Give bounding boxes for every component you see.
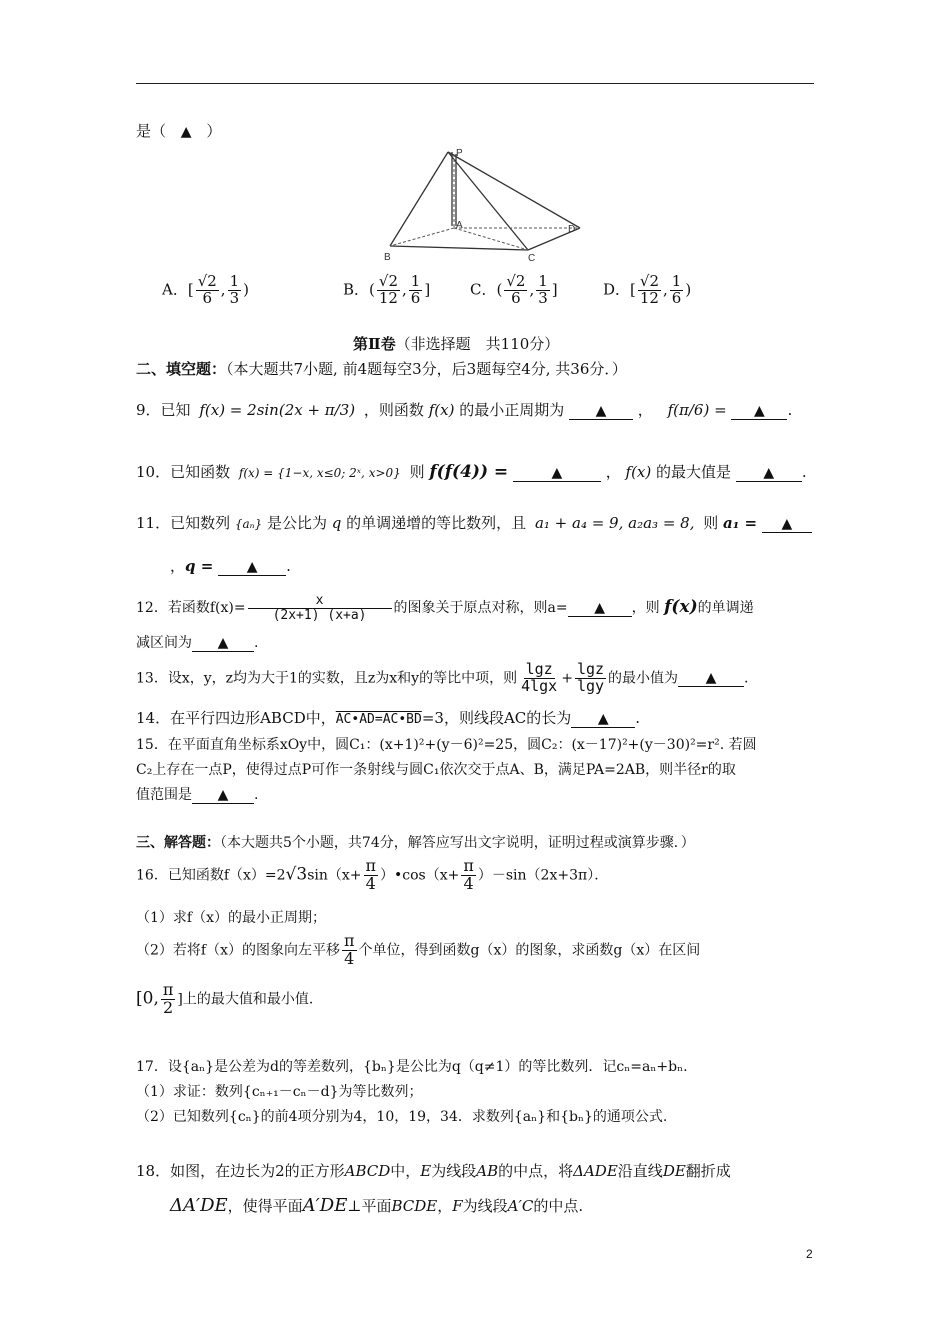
answer-blank[interactable]: ▲: [513, 464, 601, 482]
answer-blank[interactable]: ▲: [736, 464, 802, 482]
answer-blank[interactable]: ▲: [192, 787, 254, 804]
answer-blank[interactable]: ▲: [731, 402, 787, 420]
question-11: 11．已知数列 {aₙ} 是公比为 q 的单调递增的等比数列，且 a₁ + a₄ = 9, a₂a₃ = 8, 则 a₁ = ▲: [136, 513, 812, 534]
answer-blank[interactable]: ▲: [678, 670, 744, 687]
answer-blank[interactable]: ▲: [762, 515, 812, 533]
answer-blank[interactable]: ▲: [569, 402, 633, 420]
question-17-line2: （1）求证：数列{cₙ₊₁－cₙ－d}为等比数列；: [136, 1084, 423, 1100]
question-14: 14．在平行四边形ABCD中，AC•AD=AC•BD=3，则线段AC的长为 ▲ .: [136, 709, 641, 727]
answer-blank[interactable]: ▲: [218, 558, 286, 576]
question-16-part2: （2）若将f（x）的图象向左平移 $\frac{\pi}{4}$ 个单位，得到函数g（x）的图象，求函数g（x）在区间: [136, 931, 701, 968]
option-b[interactable]: B．( $\frac{√2}{12}$ , $\frac{1}{6}$ ]: [343, 272, 431, 307]
question-15-line1: 15．在平面直角坐标系xOy中，圆C₁：(x+1)²+(y－6)²=25，圆C₂：(x－17)²+(y－30)²=r². 若圆: [136, 737, 757, 753]
q8-tail: 是（ ▲ ）: [136, 122, 222, 140]
question-13: 13．设x，y，z均为大于1的实数，且z为x和y的等比中项，则 $\frac{\lg z}{4\lg x}$ + $\frac{\lg z}{\lg y}$ 的最小值为 ▲ .: [136, 660, 749, 695]
label-B: B: [384, 252, 391, 262]
label-D: D: [568, 224, 576, 235]
question-16-part1: （1）求f（x）的最小正周期；: [136, 910, 326, 926]
pyramid-figure: [380, 146, 590, 262]
part3-heading: 三、解答题：（本大题共5个小题，共74分，解答应写出文字说明，证明过程或演算步骤．）: [136, 835, 695, 851]
question-16: 16．已知函数f（x）=2√3sin（x+ $\frac{\pi}{4}$ ）•cos（x+ $\frac{\pi}{4}$ ）－sin（2x+3π）．: [136, 856, 609, 893]
question-11-cont: ，q = ▲ .: [170, 557, 291, 575]
option-c[interactable]: C．( $\frac{√2}{6}$ , $\frac{1}{3}$ ]: [470, 272, 558, 307]
question-16-part3: [0, $\frac{\pi}{2}$ ]上的最大值和最小值.: [136, 980, 314, 1017]
answer-blank[interactable]: ▲: [192, 635, 254, 652]
label-P: P: [456, 148, 463, 159]
label-C: C: [528, 253, 536, 262]
question-9: 9．已知 f(x) = 2sin(2x + π/3) ，则函数 f(x) 的最小正周期为 ▲ ， f(π/6) = ▲ .: [136, 401, 793, 419]
section-title: 第Ⅱ卷（非选择题 共110分）: [353, 335, 560, 353]
question-15-line2: C₂上存在一点P，使得过点P可作一条射线与圆C₁依次交于点A、B，满足PA=2AB，则半径r的取: [136, 762, 736, 778]
option-d[interactable]: D．[ $\frac{√2}{12}$ , $\frac{1}{6}$ ): [603, 272, 692, 307]
label-A: A: [456, 220, 463, 231]
header-rule: [136, 83, 814, 84]
part2-heading: 二、填空题：（本大题共7小题, 前4题每空3分，后3题每空4分, 共36分．）: [136, 360, 627, 378]
question-12: 12．若函数f(x)= $\frac{x}{(2x+1) (x+a)}$ 的图象关于原点对称，则a= ▲ ，则 f(x)的单调递: [136, 593, 754, 623]
question-15-line3: 值范围是 ▲ .: [136, 787, 259, 803]
question-12-cont: 减区间为 ▲ .: [136, 635, 259, 651]
question-17-line1: 17．设{aₙ}是公差为d的等差数列，{bₙ}是公比为q（q≠1）的等比数列．记cₙ=aₙ+bₙ.: [136, 1059, 688, 1075]
question-18-line2: ΔA′DE，使得平面A′DE⊥平面BCDE，F为线段A′C的中点.: [170, 1195, 584, 1216]
question-17-line3: （2）已知数列{cₙ}的前4项分别为4，10，19，34．求数列{aₙ}和{bₙ}的通项公式.: [136, 1109, 668, 1125]
page-number: 2: [806, 1247, 813, 1261]
answer-blank[interactable]: ▲: [568, 600, 632, 617]
question-18-line1: 18．如图，在边长为2的正方形ABCD中，E为线段AB的中点，将ΔADE沿直线DE翻折成: [136, 1162, 731, 1180]
option-a[interactable]: A．[ $\frac{√2}{6}$ , $\frac{1}{3}$ ): [162, 272, 249, 307]
answer-blank[interactable]: ▲: [571, 710, 635, 728]
question-10: 10．已知函数 f(x) = {1−x, x≤0; 2ˣ, x>0} 则 f(f(4)) = ▲ ， f(x) 的最大值是 ▲ .: [136, 462, 807, 482]
